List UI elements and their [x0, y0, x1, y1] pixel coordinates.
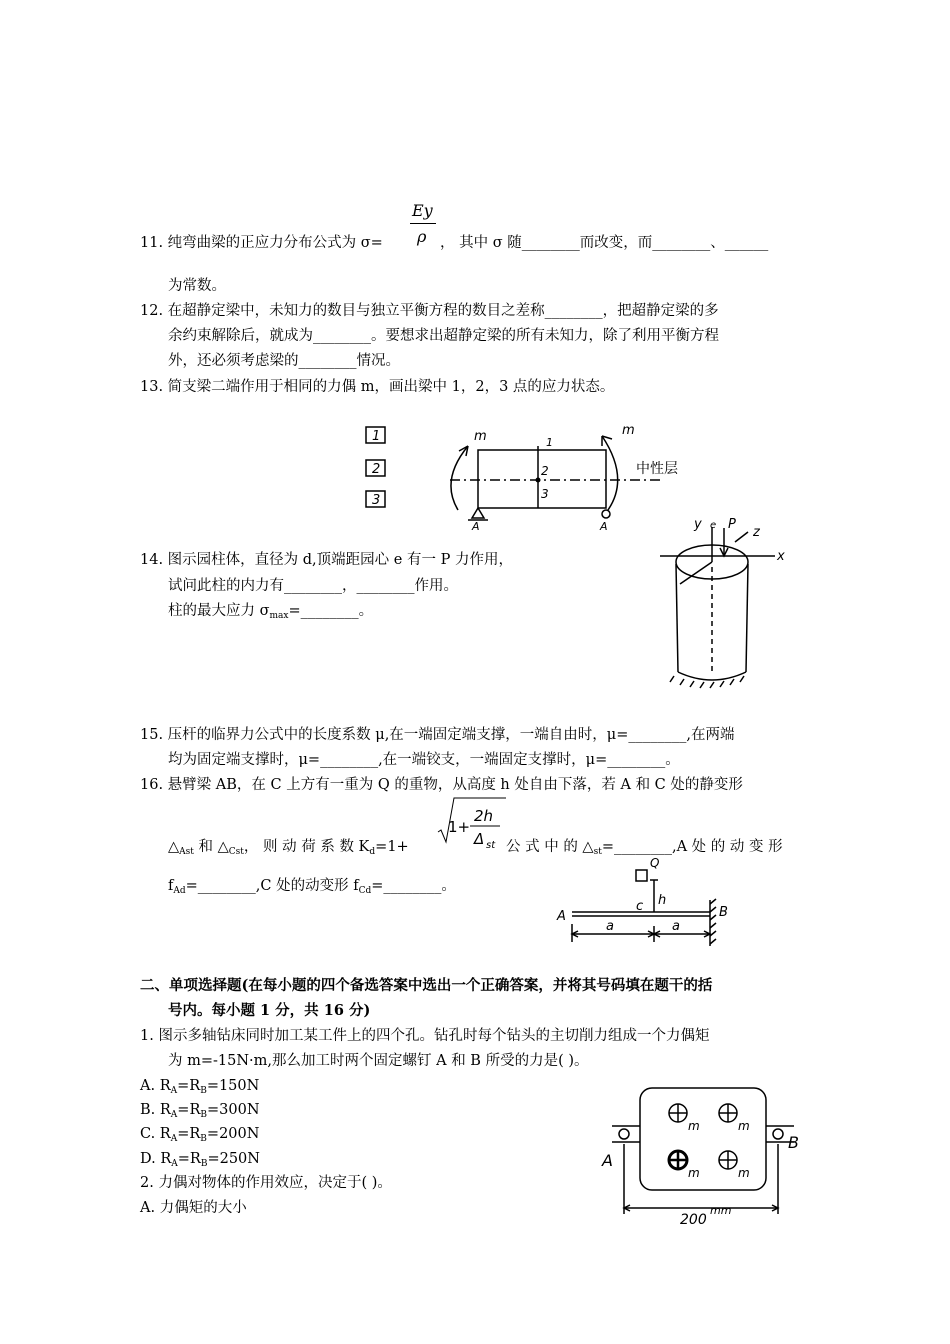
mc1-drill-figure	[600, 1080, 810, 1230]
radical-numerator: 2h	[474, 807, 494, 825]
q11-fraction-bar	[410, 223, 436, 224]
stress-box-2-label: 2	[372, 462, 381, 477]
q11-fraction-numerator: Ey	[412, 201, 433, 220]
q14-line2: 试问此柱的内力有________，________作用。	[168, 578, 458, 594]
section2-heading-line2: 号内。每小题 1 分，共 16 分)	[168, 1002, 371, 1019]
radical-denominator-sub: st	[486, 840, 496, 851]
q13-beam-figure	[360, 418, 680, 533]
support-a-label: A	[472, 520, 480, 533]
left-moment-label: m	[474, 429, 487, 444]
height-h-label: h	[658, 893, 667, 908]
mc1-line1: 1. 图示多轴钻床同时加工某工件上的四个孔。钻孔时每个钻头的主切削力组成一个力偶矩	[140, 1028, 710, 1044]
q14-line1: 14. 图示园柱体，直径为 d,顶端距园心 e 有一 P 力作用，	[140, 552, 513, 568]
weight-q-label: Q	[650, 856, 660, 870]
q15-line2: 均为固定端支撑时，μ=________,在一端铰支，一端固定支撑时，μ=________。	[168, 752, 680, 768]
z-label: z	[753, 525, 760, 540]
mc1-option-b[interactable]: B. $R_A=R_B=300N$	[140, 1102, 260, 1120]
span-a1-label: a	[606, 919, 614, 934]
fixed-base-hatching	[670, 676, 744, 688]
wall-hatching	[710, 899, 716, 944]
q11-line2: 为常数。	[168, 278, 226, 294]
mc2-option-a[interactable]: A. 力偶矩的大小	[140, 1200, 247, 1216]
point-3-label: 3	[541, 487, 549, 501]
q15-line1: 15. 压杆的临界力公式中的长度系数 μ,在一端固定端支撑，一端自由时，μ=________,在两端	[140, 727, 735, 743]
q16-radical	[436, 796, 506, 856]
stress-box-1-label: 1	[372, 429, 381, 444]
z-axis-pointer	[735, 532, 748, 542]
stress-box-3-label: 3	[372, 493, 381, 508]
right-moment-arc	[602, 436, 618, 510]
mc1-line2: 为 m=-15N·m,那么加工时两个固定螺钉 A 和 B 所受的力是( )。	[168, 1053, 589, 1069]
point-c-label: c	[636, 899, 644, 914]
cylinder-left-edge	[676, 564, 678, 672]
mc1-option-a[interactable]: A. $R_A=R_B=150N$	[140, 1078, 260, 1096]
q14-cylinder-figure	[650, 512, 800, 692]
q16-line3: $f_{Ad}=\_\_\_\_\_\_\_\_,C$ 处的动变形 $f_{Cd}=\_\_\_\_\_\_\_\_$。	[168, 878, 456, 896]
dimension-extension-lines	[624, 1144, 778, 1214]
right-moment-label: m	[622, 423, 635, 438]
q11-line1-start: 11. 纯弯曲梁的正应力分布公式为 σ=	[140, 235, 383, 251]
dimension-unit: mm	[710, 1204, 732, 1217]
q11-fraction-denominator: ρ	[417, 227, 427, 246]
span-a2-label: a	[672, 919, 680, 934]
q11-line1-end: ， 其中 σ 随________而改变，而________、______	[440, 235, 769, 251]
e-label: e	[710, 520, 717, 531]
point-2-dot	[536, 478, 541, 483]
bolt-b	[773, 1129, 783, 1139]
mc2-line1: 2. 力偶对物体的作用效应，决定于( )。	[140, 1175, 392, 1191]
moment-label-4: m	[738, 1166, 750, 1180]
q12-line1: 12. 在超静定梁中，未知力的数目与独立平衡方程的数目之差称________，把超静定梁的多	[140, 303, 719, 319]
radical-one-plus: 1+	[448, 818, 471, 836]
p-label: P	[728, 517, 736, 532]
point-a-label: A	[557, 909, 566, 924]
q13-line1: 13. 简支梁二端作用于相同的力偶 m，画出梁中 1，2，3 点的应力状态。	[140, 379, 615, 395]
support-b-roller	[602, 510, 610, 518]
neutral-layer-label: 中性层	[636, 461, 678, 477]
dimension-value: 200	[680, 1212, 707, 1228]
mc1-option-c[interactable]: C. $R_A=R_B=200N$	[140, 1126, 260, 1144]
x-label: x	[777, 549, 785, 564]
point-1-label: 1	[546, 436, 553, 449]
moment-label-2: m	[738, 1119, 750, 1133]
bolt-a-label: A	[602, 1151, 613, 1170]
q12-line2: 余约束解除后，就成为________。要想求出超静定梁的所有未知力，除了利用平衡方程	[168, 328, 719, 344]
cylinder-bottom-edge	[678, 672, 746, 680]
bolt-a	[619, 1129, 629, 1139]
q14-line3: 柱的最大应力 $\sigma_{max}=\_\_\_\_\_\_\_\_$。	[168, 603, 374, 621]
q16-line1: 16. 悬臂梁 AB，在 C 上方有一重为 Q 的重物，从高度 h 处自由下落，若 A 和 C 处的静变形	[140, 777, 743, 793]
support-b-label: A	[600, 520, 608, 533]
section2-heading-line1: 二、单项选择题(在每小题的四个备选答案中选出一个正确答案，并将其号码填在题干的括	[140, 977, 713, 994]
moment-label-3: m	[688, 1166, 700, 1180]
radical-denominator: Δ	[474, 830, 485, 848]
q12-line3: 外，还必须考虑梁的________情况。	[168, 353, 400, 369]
q16-cantilever-figure	[554, 854, 744, 954]
support-a-pin	[472, 508, 484, 518]
y-label: y	[694, 517, 702, 532]
mc1-option-d[interactable]: D. $R_A=R_B=250N$	[140, 1151, 260, 1169]
cylinder-right-edge	[746, 564, 748, 672]
moment-label-1: m	[688, 1119, 700, 1133]
point-2-label: 2	[541, 464, 549, 478]
q16-line2-end: 公 式 中 的 $\triangle_{st}=\_\_\_\_\_\_\_\_,A$ 处 的 动 变 形	[506, 839, 783, 857]
weight-q-box	[636, 870, 647, 881]
point-b-label: B	[719, 905, 728, 920]
bolt-b-label: B	[788, 1133, 799, 1152]
q16-line2-start: $\triangle_{Ast}$ 和 $\triangle_{Cst}$， 则 动 荷 系 数 $K_d=1+$	[168, 839, 409, 857]
